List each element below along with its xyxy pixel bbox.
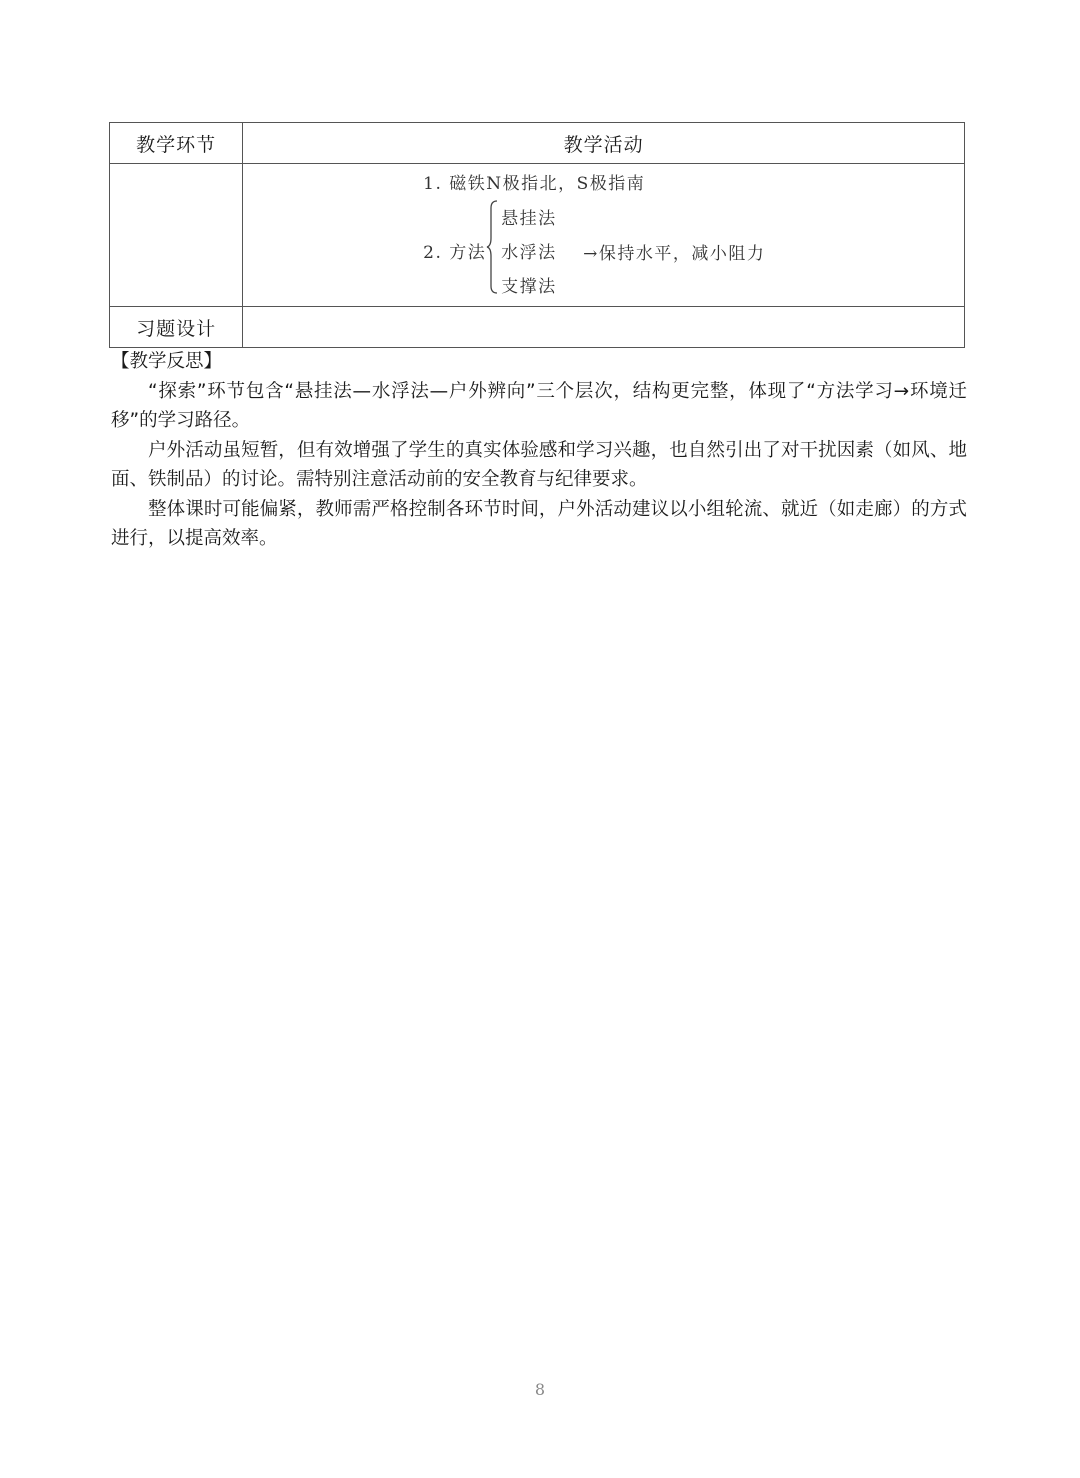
page-number: 8 (534, 1380, 546, 1399)
method-result: →保持水平，减小阻力 (583, 244, 766, 264)
method-label: 2. 方法 (423, 243, 487, 263)
exercise-activity-cell (243, 307, 965, 348)
reflection-heading: 【教学反思】 (111, 351, 223, 372)
method-item: 悬挂法 (501, 209, 557, 229)
table-header-row (110, 123, 965, 164)
header-activity-cell: 教学活动 (243, 123, 965, 164)
table-row (110, 307, 965, 348)
activity-cell (243, 164, 965, 307)
exercise-stage-cell: 习题设计 (110, 307, 243, 348)
method-item: 水浮法 (501, 243, 557, 263)
lesson-table (109, 122, 965, 348)
reflection-paragraph: “探索”环节包含“悬挂法—水浮法—户外辨向”三个层次，结构更完整，体现了“方法学习→环境迁移”的学习路径。 (111, 380, 967, 431)
reflection-section (111, 347, 967, 554)
curly-brace-icon (486, 200, 498, 294)
activity-content (243, 164, 964, 306)
activity-line-1: 1. 磁铁N极指北，S极指南 (423, 174, 646, 194)
table-row (110, 164, 965, 307)
method-item: 支撑法 (501, 277, 557, 297)
stage-cell (110, 164, 243, 307)
reflection-paragraph: 整体课时可能偏紧，教师需严格控制各环节时间，户外活动建议以小组轮流、就近（如走廊）的方式进行，以提高效率。 (111, 498, 967, 549)
reflection-paragraph: 户外活动虽短暂，但有效增强了学生的真实体验感和学习兴趣，也自然引出了对干扰因素（如风、地面、铁制品）的讨论。需特别注意活动前的安全教育与纪律要求。 (111, 439, 967, 490)
header-stage-cell: 教学环节 (110, 123, 243, 164)
